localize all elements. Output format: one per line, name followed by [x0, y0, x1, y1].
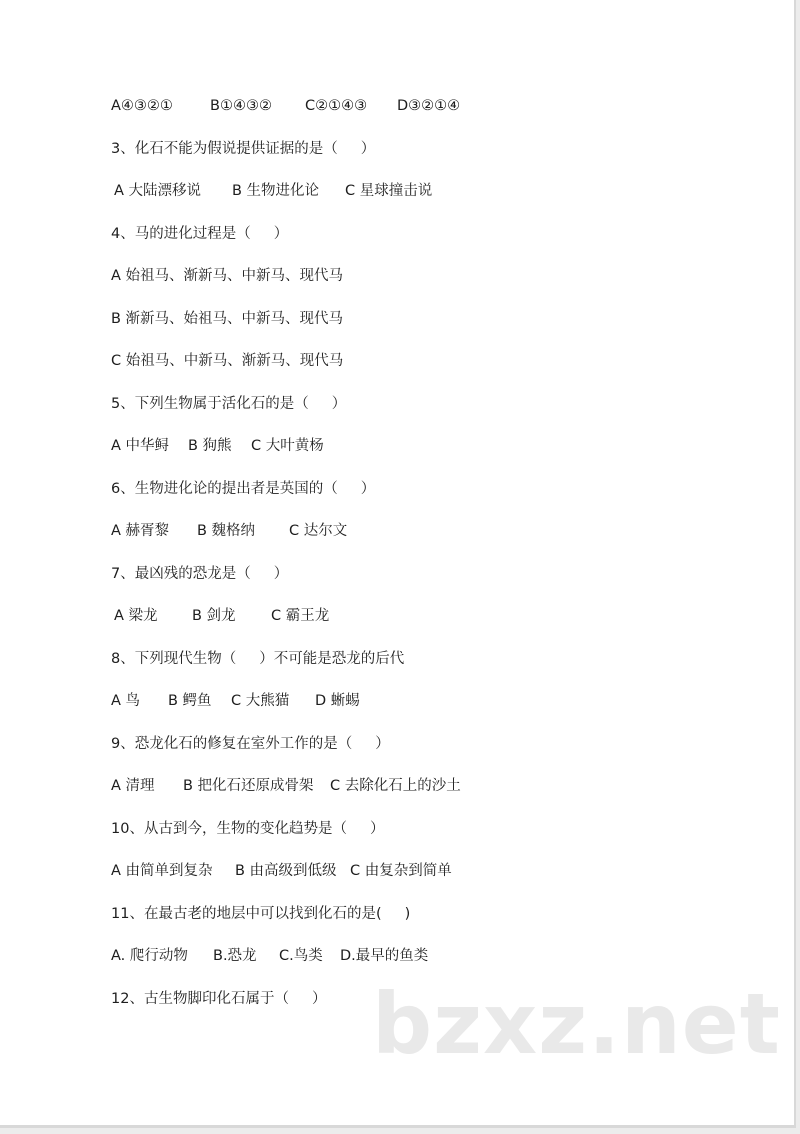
q7-options-part-3: C 霸王龙	[271, 608, 330, 624]
q7-text: 7、最凶残的恐龙是（ ）	[111, 566, 289, 582]
q8-options-part-4: D 蜥蜴	[315, 693, 360, 709]
q7-options-part-2: B 剑龙	[192, 608, 236, 624]
q2-options-part-4: D③②①④	[397, 98, 461, 114]
q11-options-part-4: D.最早的鱼类	[340, 948, 429, 964]
q9-text: 9、恐龙化石的修复在室外工作的是（ ）	[111, 736, 390, 752]
q9-options-part-2: B 把化石还原成骨架	[183, 778, 314, 794]
q11-text: 11、在最古老的地层中可以找到化石的是( )	[111, 906, 411, 922]
q6-text: 6、生物进化论的提出者是英国的（ ）	[111, 481, 376, 497]
q2-options-part-2: B①④③②	[210, 98, 272, 114]
q4-option-b-text: B 渐新马、始祖马、中新马、现代马	[111, 311, 344, 327]
q6-options-part-3: C 达尔文	[289, 523, 348, 539]
q10-options-part-1: A 由简单到复杂	[111, 863, 213, 879]
q8-options-part-1: A 鸟	[111, 693, 141, 709]
q9-options-part-1: A 清理	[111, 778, 155, 794]
q6-options-part-1: A 赫胥黎	[111, 523, 170, 539]
q2-options-part-1: A④③②①	[111, 98, 173, 114]
q2-options-part-3: C②①④③	[305, 98, 368, 114]
q11-options-part-3: C.鸟类	[279, 948, 323, 964]
q5-options-part-3: C 大叶黄杨	[251, 438, 324, 454]
q4-option-c-text: C 始祖马、中新马、渐新马、现代马	[111, 353, 344, 369]
q9-options-part-3: C 去除化石上的沙土	[330, 778, 461, 794]
q12-text: 12、古生物脚印化石属于（ ）	[111, 991, 327, 1007]
watermark: bzxz.net	[372, 975, 781, 1073]
q4-text: 4、马的进化过程是（ ）	[111, 226, 289, 242]
q11-options-part-1: A. 爬行动物	[111, 948, 188, 964]
q3-options-part-3: C 星球撞击说	[345, 183, 433, 199]
q3-text: 3、化石不能为假说提供证据的是（ ）	[111, 141, 376, 157]
q10-text: 10、从古到今，生物的变化趋势是（ ）	[111, 821, 385, 837]
q3-options-part-1: A 大陆漂移说	[114, 183, 202, 199]
q6-options-part-2: B 魏格纳	[197, 523, 256, 539]
q8-text: 8、下列现代生物（ ）不可能是恐龙的后代	[111, 651, 405, 667]
q5-text: 5、下列生物属于活化石的是（ ）	[111, 396, 347, 412]
q11-options-part-2: B.恐龙	[213, 948, 257, 964]
q8-options-part-2: B 鳄鱼	[168, 693, 212, 709]
q3-options-part-2: B 生物进化论	[232, 183, 320, 199]
q5-options-part-1: A 中华鲟	[111, 438, 170, 454]
q8-options-part-3: C 大熊猫	[231, 693, 290, 709]
q10-options-part-3: C 由复杂到简单	[350, 863, 452, 879]
q5-options-part-2: B 狗熊	[188, 438, 232, 454]
q7-options-part-1: A 梁龙	[114, 608, 158, 624]
q4-option-a-text: A 始祖马、渐新马、中新马、现代马	[111, 268, 344, 284]
q10-options-part-2: B 由高级到低级	[235, 863, 337, 879]
